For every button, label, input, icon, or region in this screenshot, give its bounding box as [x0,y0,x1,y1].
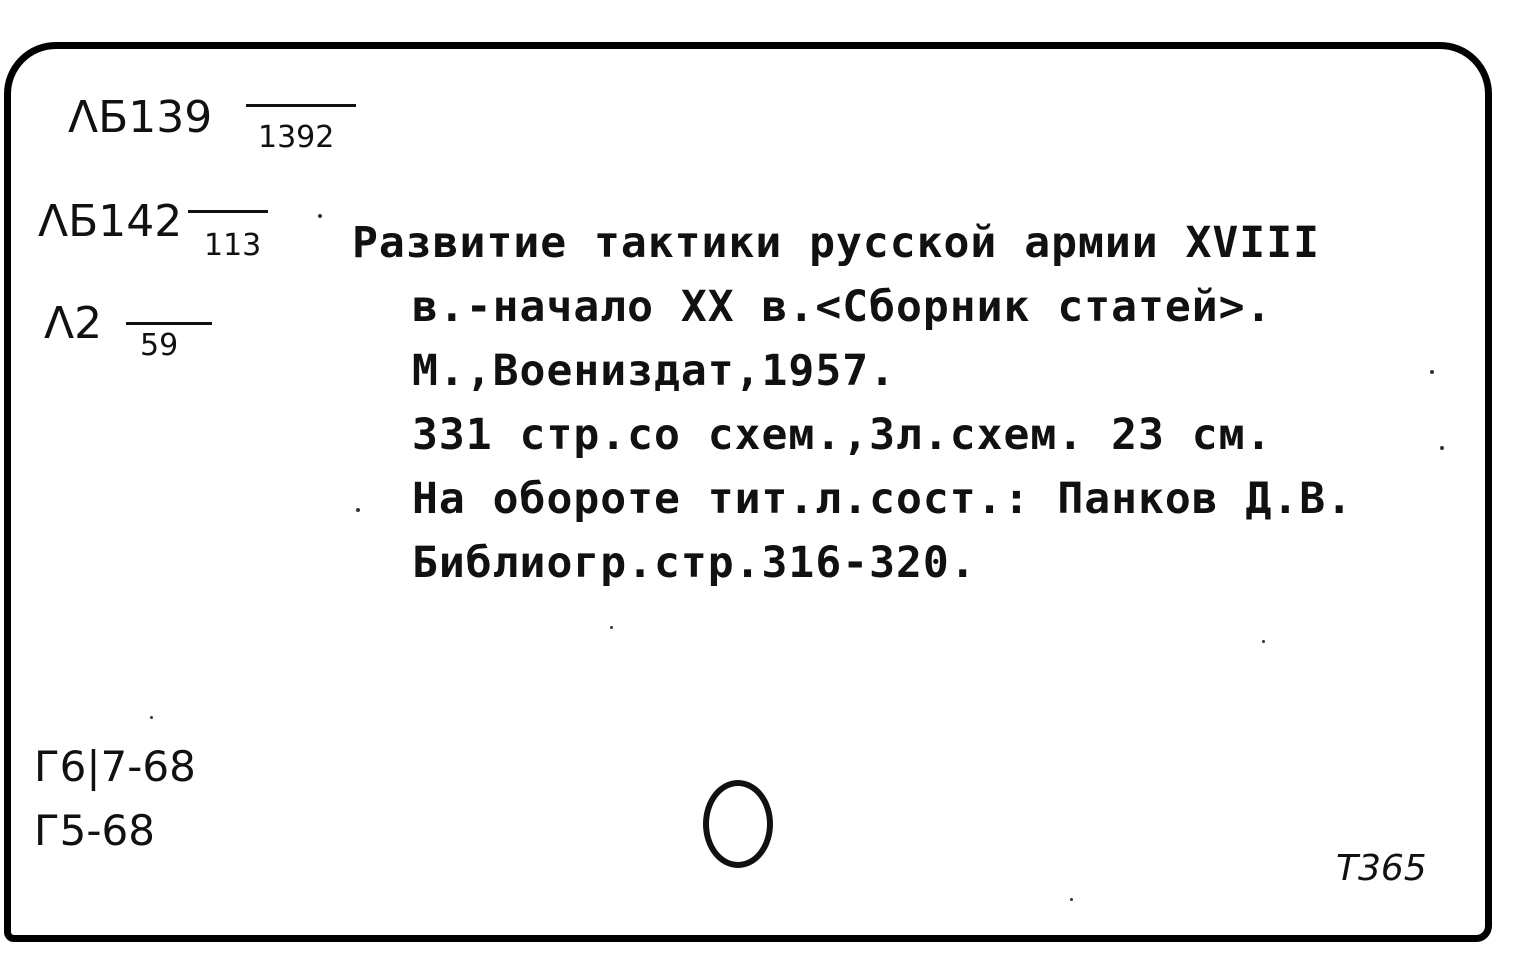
shelf-mark-2-denominator: 113 [204,228,262,263]
shelf-mark-2-number: ΛБ142 [38,196,183,247]
entry-title-line: Развитие тактики русской армии XVIII [352,218,1320,268]
scan-speck [318,214,322,218]
entry-imprint-line: М.,Воениздат,1957. [412,346,896,396]
shelf-mark-3-number: Λ2 [44,298,103,349]
scan-speck [1262,640,1265,643]
scan-speck [610,626,613,629]
entry-compiler-note: На обороте тит.л.сост.: Панков Д.В. [412,474,1354,524]
entry-physical-description: 331 стр.со схем.,3л.схем. 23 см. [412,410,1273,460]
punch-hole-circle [703,780,773,868]
handwritten-note-1: Г6|7-68 [34,742,196,791]
shelf-mark-3-bar [126,322,212,325]
shelf-mark-3-denominator: 59 [140,328,179,363]
entry-bibliography-note: Библиогр.стр.316-320. [412,538,977,588]
shelf-mark-1-denominator: 1392 [258,120,335,155]
entry-line-2: в.-начало XX в.<Сборник статей>. [412,282,1273,332]
shelf-mark-1 [68,92,335,155]
shelf-mark-1-number: ΛБ139 [68,92,213,143]
scan-speck [1440,446,1444,450]
scan-speck [150,716,153,719]
handwritten-note-2: Г5-68 [34,806,155,855]
shelf-mark-1-bar [246,104,356,107]
shelf-mark-2 [38,196,262,263]
scan-speck [1070,898,1073,901]
scan-speck [356,508,360,512]
shelf-mark-2-bar [188,210,268,213]
catalog-number: Т365 [1336,848,1427,889]
scan-speck [1430,370,1434,374]
shelf-mark-3 [44,298,179,363]
